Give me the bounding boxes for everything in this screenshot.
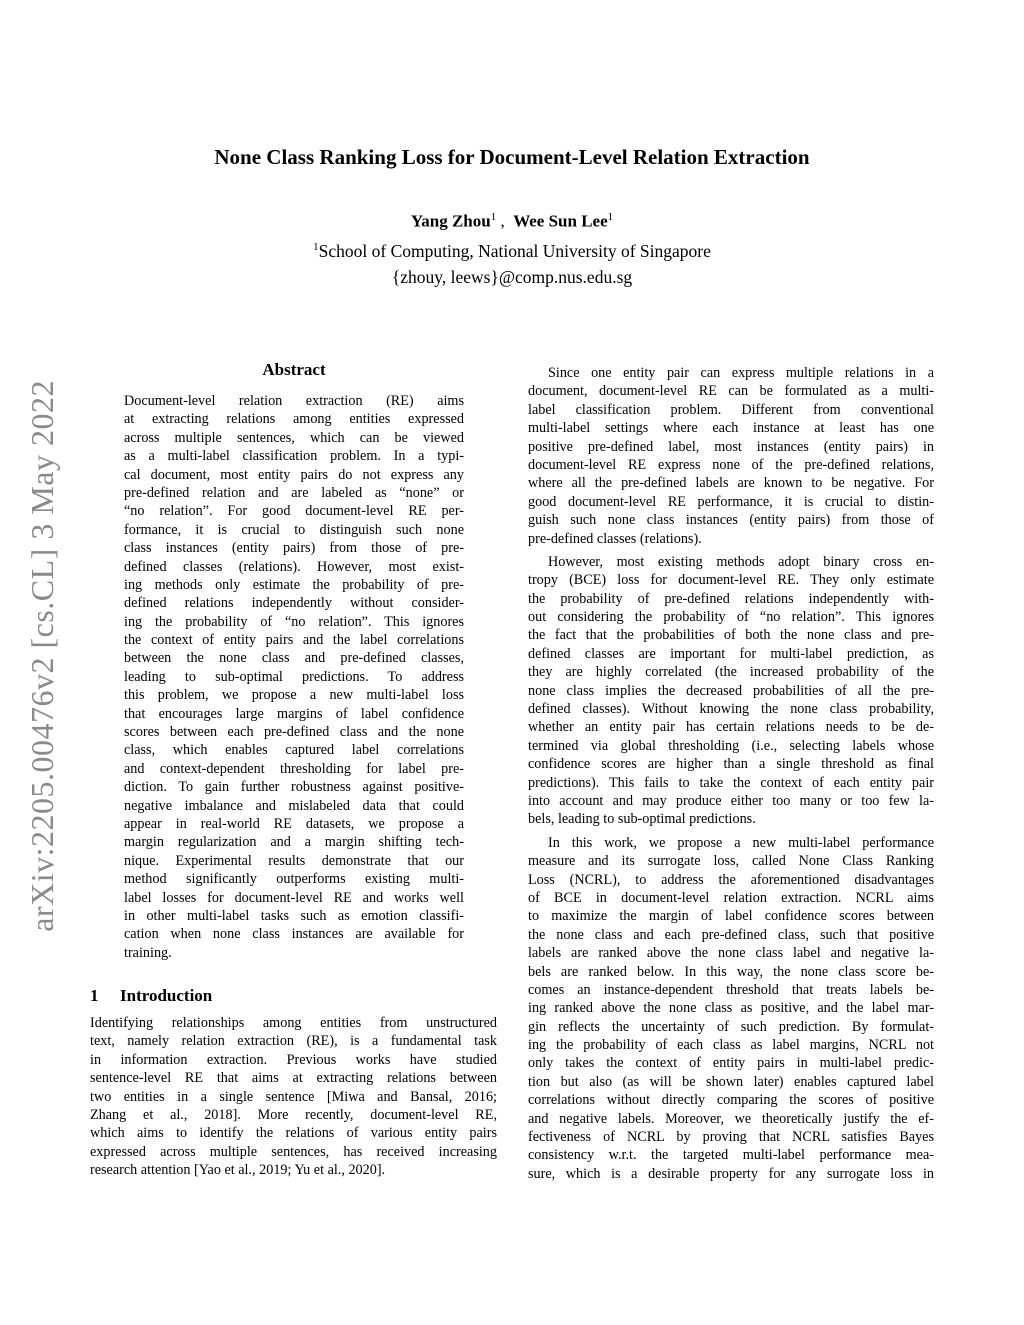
text-line: out considering the probability of “no relation”. This ignores bbox=[528, 609, 934, 626]
text-line: cal document, most entity pairs do not express any bbox=[124, 466, 464, 483]
text-line: Document-level relation extraction (RE) aims bbox=[124, 393, 464, 409]
text-line: confidence scores are higher than a single threshold as final bbox=[528, 756, 934, 773]
text-line: guish such none class instances (entity pairs) from those of bbox=[528, 512, 934, 529]
section-number: 1 bbox=[90, 986, 99, 1005]
text-line: formance, it is crucial to distinguish such none bbox=[124, 521, 464, 538]
text-line: termined via global thresholding (i.e., selecting labels whose bbox=[528, 737, 934, 754]
text-line: research attention [Yao et al., 2019; Yu et al., 2020]. bbox=[90, 1162, 386, 1179]
author-name: Yang Zhou bbox=[410, 211, 491, 231]
text-line: consistency w.r.t. the targeted multi-label performance mea- bbox=[528, 1147, 934, 1164]
author-list bbox=[0, 211, 1024, 232]
text-line: margin regularization and a margin shifting tech- bbox=[124, 834, 464, 851]
text-line: pre-defined classes (relations). bbox=[528, 530, 702, 547]
text-line: they are highly correlated (the increased probability of the bbox=[528, 664, 934, 681]
text-line: “no relation”. For good document-level RE per- bbox=[124, 503, 464, 520]
text-line: label losses for document-level RE and works well bbox=[124, 889, 464, 906]
text-line: cation when none class instances are available for bbox=[124, 926, 464, 943]
text-line: defined relations independently without consider- bbox=[124, 595, 464, 612]
text-line: diction. To gain further robustness against positive- bbox=[124, 779, 464, 796]
text-line: appear in real-world RE datasets, we propose a bbox=[124, 815, 464, 832]
paper-title: None Class Ranking Loss for Document-Level Relation Extraction bbox=[214, 145, 810, 169]
text-line: of BCE in document-level relation extraction. NCRL aims bbox=[528, 889, 934, 906]
text-line: class, which enables captured label correlations bbox=[124, 742, 464, 759]
text-line: sentence-level RE that aims at extracting relations between bbox=[90, 1070, 497, 1087]
affiliation-mark: 1 bbox=[313, 241, 319, 254]
text-line: as a multi-label classification problem. In a typi- bbox=[124, 448, 464, 465]
text-line: class instances (entity pairs) from those of pre- bbox=[124, 540, 464, 557]
text-line: this problem, we propose a new multi-label loss bbox=[124, 687, 464, 704]
text-line: ing ranked above the none class as positive, and the label mar- bbox=[528, 1000, 934, 1017]
text-line: gin reflects the uncertainty of such prediction. By formulat- bbox=[528, 1018, 934, 1035]
text-line: nique. Experimental results demonstrate that our bbox=[124, 852, 464, 869]
text-line: the context of entity pairs and the label correlations bbox=[124, 632, 464, 649]
text-line: defined classes are important for multi-label prediction, as bbox=[528, 645, 934, 662]
affiliation bbox=[0, 241, 1024, 262]
text-line: ing the probability of each class as label margins, NCRL not bbox=[528, 1037, 934, 1054]
section-title: Introduction bbox=[120, 986, 213, 1005]
text-line: Identifying relationships among entities from unstructured bbox=[90, 1015, 497, 1031]
text-line: training. bbox=[124, 944, 172, 961]
text-line: at extracting relations among entities expressed bbox=[124, 411, 464, 428]
text-line: predictions). This fails to take the context of each entity pair bbox=[528, 774, 934, 791]
text-line: defined classes). Without knowing the none class probability, bbox=[528, 701, 934, 718]
text-line: Since one entity pair can express multiple relations in a bbox=[548, 365, 934, 381]
text-line: scores between each pre-defined class and the none bbox=[124, 724, 464, 741]
text-line: good document-level RE performance, it is crucial to distin- bbox=[528, 493, 934, 510]
text-line: comes an instance-dependent threshold that treats labels be- bbox=[528, 981, 934, 998]
text-line: leading to sub-optimal predictions. To address bbox=[124, 668, 464, 685]
text-line: in information extraction. Previous works have studied bbox=[90, 1051, 497, 1068]
text-line: none class implies the decreased probabilities of all the pre- bbox=[528, 682, 934, 699]
text-line: correlations without directly comparing the scores of positive bbox=[528, 1092, 934, 1109]
text-line: Loss (NCRL), to address the aforementioned disadvantages bbox=[528, 871, 934, 888]
text-line: labels are ranked above the none class label and negative la- bbox=[528, 945, 934, 962]
text-line: across multiple sentences, which can be viewed bbox=[124, 429, 464, 446]
text-line: tropy (BCE) loss for document-level RE. They only estimate bbox=[528, 572, 934, 589]
text-line: and negative labels. Moreover, we theoretically justify the ef- bbox=[528, 1110, 934, 1127]
text-line: two entities in a single sentence [Miwa and Bansal, 2016; bbox=[90, 1088, 497, 1105]
right-column-body bbox=[528, 364, 934, 1183]
text-line: where all the pre-defined labels are known to be negative. For bbox=[528, 475, 934, 492]
text-line: only takes the context of entity pairs in multi-label predic- bbox=[528, 1055, 934, 1072]
text-line: sure, which is a desirable property for any surrogate loss in bbox=[528, 1165, 934, 1182]
text-line: which aims to identify the relations of various entity pairs bbox=[90, 1125, 497, 1142]
text-line: ing methods only estimate the probability of pre- bbox=[124, 576, 464, 593]
text-line: method significantly outperforms existing multi- bbox=[124, 871, 464, 888]
text-line: document, document-level RE can be formulated as a multi- bbox=[528, 383, 934, 400]
text-line: measure and its surrogate loss, called None Class Ranking bbox=[528, 853, 934, 870]
text-line: expressed across multiple sentences, has received increasing bbox=[90, 1143, 497, 1160]
text-line: fectiveness of NCRL by proving that NCRL satisfies Bayes bbox=[528, 1129, 934, 1146]
text-line: into account and may produce either too many or too few la- bbox=[528, 792, 934, 809]
text-line: in other multi-label tasks such as emotion classifi- bbox=[124, 907, 464, 924]
text-line: the fact that the probabilities of both the none class and pre- bbox=[528, 627, 934, 644]
text-line: the none class and each pre-defined class, such that positive bbox=[528, 926, 934, 943]
text-line: Zhang et al., 2018]. More recently, document-level RE, bbox=[90, 1106, 497, 1123]
author-name: Wee Sun Lee bbox=[513, 211, 608, 231]
text-line: bels, leading to sub-optimal predictions. bbox=[528, 811, 756, 828]
affiliation-text: School of Computing, National University of Singapore bbox=[318, 241, 711, 261]
introduction-body bbox=[90, 1014, 497, 1180]
text-line: the probability of pre-defined relations independently with- bbox=[528, 590, 934, 607]
text-line: bels are ranked below. In this way, the none class score be- bbox=[528, 963, 934, 980]
abstract-heading: Abstract bbox=[262, 360, 326, 379]
author-affiliation-mark: 1 bbox=[490, 211, 497, 223]
text-line: However, most existing methods adopt binary cross en- bbox=[548, 553, 934, 570]
author-affiliation-mark: 1 bbox=[607, 211, 614, 223]
text-line: In this work, we propose a new multi-label performance bbox=[548, 834, 934, 851]
text-line: that encourages large margins of label confidence bbox=[124, 705, 464, 722]
text-line: tion but also (as will be shown later) enables captured label bbox=[528, 1073, 934, 1090]
text-line: ing the probability of “no relation”. This ignores bbox=[124, 613, 464, 630]
text-line: multi-label settings where each instance at least has one bbox=[528, 420, 934, 437]
text-line: and context-dependent thresholding for label pre- bbox=[124, 760, 464, 777]
text-line: to maximize the margin of label confidence scores between bbox=[528, 908, 934, 925]
author-separator: , bbox=[496, 211, 514, 231]
text-line: pre-defined relation and are labeled as “none” or bbox=[124, 484, 464, 501]
arxiv-identifier-stamp bbox=[14, 352, 70, 960]
text-line: text, namely relation extraction (RE), is a fundamental task bbox=[90, 1033, 497, 1050]
author-email: {zhouy, leews}@comp.nus.edu.sg bbox=[391, 267, 633, 287]
section-heading bbox=[90, 986, 510, 1006]
text-line: positive pre-defined label, most instances (entity pairs) in bbox=[528, 438, 934, 455]
text-line: document-level RE express none of the pre-defined relations, bbox=[528, 456, 934, 473]
text-line: defined classes (relations). However, most exist- bbox=[124, 558, 464, 575]
text-line: negative imbalance and mislabeled data that could bbox=[124, 797, 464, 814]
arxiv-identifier-text: arXiv:2205.00476v2 [cs.CL] 3 May 2022 bbox=[23, 380, 60, 932]
text-line: between the none class and pre-defined classes, bbox=[124, 650, 464, 667]
text-line: whether an entity pair has certain relations needs to be de- bbox=[528, 719, 934, 736]
text-line: label classification problem. Different from conventional bbox=[528, 401, 934, 418]
abstract-body bbox=[124, 392, 464, 962]
